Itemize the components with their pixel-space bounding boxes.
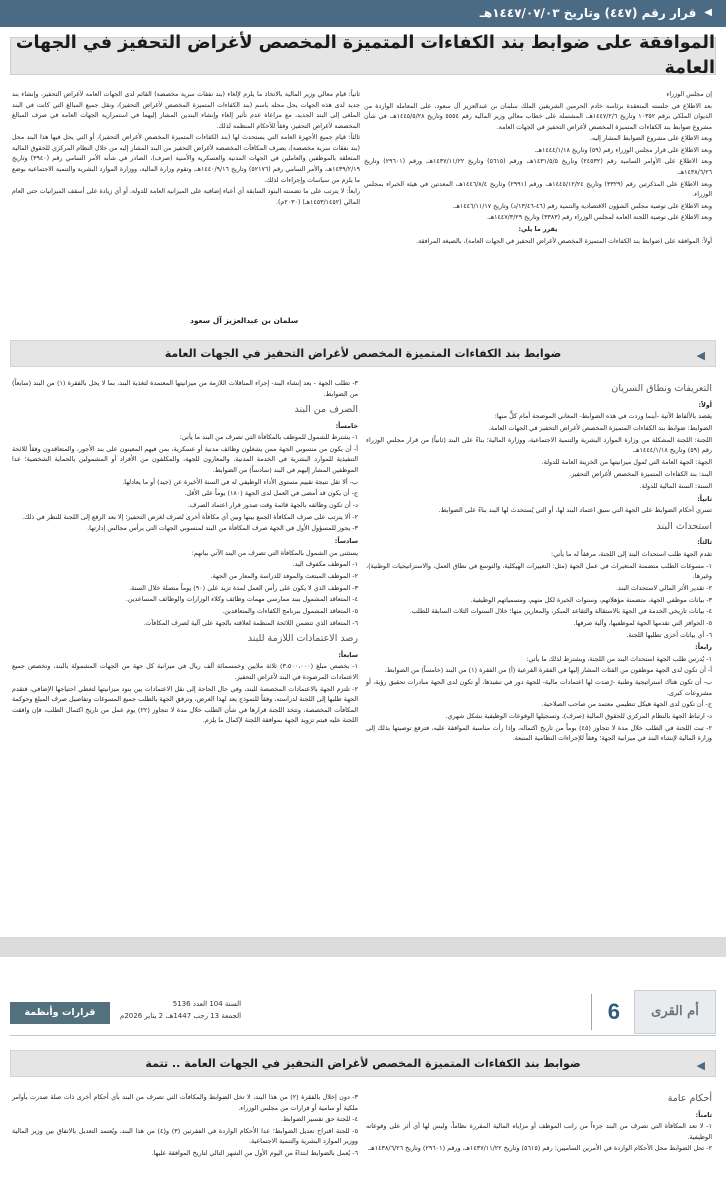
- list-item: ٣- يجوز للمسؤول الأول في الجهة صرف المكافأة من البند لمنسوبي الجهات التي يرأس مجالس إدارتها.: [87, 524, 358, 533]
- list-item: ج- أن تكون لدى الجهة هيكل تنظيمي معتمد من صاحب الصلاحية.: [541, 700, 712, 709]
- list-item: ٥- المتعاقد المشمول ببرنامج الكفاءات والمتعاقدين.: [222, 607, 358, 616]
- sub-heading: استحداث البند: [656, 520, 712, 532]
- definition-item: اللجنة: اللجنة المشكلة من وزارة الموارد البشرية والتنمية الاجتماعية، ووزارة المالية؛ بناءً على البند (ثانياً) من قرار مجلس الوزراء رقم (٥٩) وتاريخ ١٤٤٤/١/١٨هـ.: [366, 435, 712, 455]
- list-item: ٤- للجنة حق تفسير الضوابط.: [280, 1115, 358, 1124]
- sub-heading: التعريفات ونطاق السريان: [611, 383, 712, 394]
- list-item: ٦- أي بيانات أخرى تطلبها اللجنة.: [626, 630, 712, 639]
- gazette-logo: أم القرى: [634, 990, 716, 1034]
- category-tag: قرارات وأنظمة: [10, 1002, 110, 1024]
- paragraph: يستثنى من الشمول بالمكافأة التي تصرف من البند الآتي بيانهم:: [191, 548, 358, 557]
- decision-title: الموافقة على ضوابط بند الكفاءات المتميزة المخصص لأغراض التحفيز في الجهات العامة: [10, 37, 716, 75]
- decree-paragraph: إن مجلس الوزراء: [666, 91, 712, 98]
- chevron-left-icon: ◀: [696, 349, 705, 362]
- list-item: د- ارتباط الجهة بالنظام المركزي للحقوق المالية (صرف)، وتسجيلها الوقوعات الوظيفية بشكل شهري.: [445, 712, 712, 721]
- paragraph: تسري أحكام الضوابط على الجهة التي سبق اعتماد البند لها، أو التي يُستحدث لها البند بناءً على الضوابط.: [438, 506, 712, 515]
- sub-heading: رصد الاعتمادات اللازمة للبند: [247, 633, 358, 645]
- article-marker: ثامناً:: [695, 1110, 712, 1119]
- section-title: ضوابط بند الكفاءات المتميزة المخصص لأغراض التحفيز في الجهات العامة: [164, 346, 562, 360]
- chevron-left-icon: ◀: [704, 7, 712, 19]
- list-item: ٥- الحوافز التي تقدمها الجهة لموظفيها، وآلية صرفها.: [573, 618, 712, 627]
- list-item: ١- يخصص مبلغ (٣،٥٠٠،٠٠٠) ثلاثة ملايين وخمسمائة ألف ريال في ميزانية كل جهة من الجهات المشمولة بالبند، وتخصص جميع الاعتمادات المرصودة في البند لأغراض التحفيز.: [12, 662, 358, 681]
- article-marker: سابعاً:: [338, 650, 358, 659]
- article-marker: خامساً:: [335, 421, 358, 430]
- list-item: ١- لا تعد المكافأة التي تصرف من البند جزءاً من راتب الموظف أو مزاياه المالية المقررة نظاماً، وليس لها أي أثر على وقوعاته الوظيفية.: [366, 1122, 712, 1141]
- continuation-right-column: [366, 1088, 712, 1155]
- list-item: ٤- بيانات تاريخي الخدمة في الجهة بالاستقالة والتقاعد المبكر، والمعارين منها؛ خلال السنوات الثلاث السابقة للطلب.: [409, 607, 712, 616]
- chevron-left-icon: ◀: [696, 1059, 705, 1072]
- divider: [591, 994, 592, 1030]
- decree-paragraph: وبعد الاطلاع على المذكرتين رقم (٣٣٢٩) وتاريخ ١٤٤٥/١٢/٢٤هـ، ورقم (٢٩٩١) وتاريخ ١٤٤٦/٨/٤هـ، المعدتين في هيئة الخبراء بمجلس الوزراء.: [364, 180, 713, 199]
- list-item: ب- أن تكون هناك استراتيجية وطنية -رُصدت لها اعتمادات مالية- للجهة دور في تنفيذها، أو تكون لدى الجهة مبادرات تحقيق رؤية، أو مشروعات كبرى.: [366, 678, 712, 697]
- issue-info: [120, 1000, 241, 1024]
- decree-paragraph: وبعد الاطلاع على توصية اللجنة العامة لمجلس الوزراء رقم (٣٣٨٣) وتاريخ ١٤٤٧/٣/٢٩هـ.: [486, 214, 712, 222]
- list-item: ٥- للجنة اقتراح تعديل الضوابط؛ عدا الأحكام الواردة في الفقرتين (٣) و(٤) من هذا البند، ويُعتمد التعديل بالاتفاق بين وزير المالية ووزير الموارد البشرية والتنمية الاجتماعية.: [12, 1126, 359, 1146]
- issue-date: الجمعة 13 رجب 1447هـ، 2 يناير 2026م: [120, 1011, 242, 1020]
- list-item: ٦- يُعمل بالضوابط ابتداءً من اليوم الأول من الشهر التالي لتاريخ الموافقة عليها.: [151, 1149, 358, 1158]
- divider: [10, 1035, 716, 1036]
- page-header: [10, 990, 716, 1036]
- list-item: ٢- تبت اللجنة في الطلب خلال مدة لا تتجاوز (٤٥) يوماً من تاريخ اكتماله، وإذا رأت مناسبة الموافقة عليه، فترفع توصيتها بذلك إلى وزارة المالية لإنشاء البند في ميزانية الجهة؛ وفقاً للإجراءات النظامية المتبعة.: [366, 723, 713, 743]
- article-marker: سادساً:: [334, 536, 358, 545]
- decree-paragraph: رابعاً: لا يترتب على ما تضمنته البنود السابقة أي أعباء إضافية على الميزانية العامة للدولة، أو أي زيادة على أسقف الميزانيات حتى العام المالي (١٤٥٣/١٤٥٢هـ) (٢٠٣٠م).: [12, 188, 360, 206]
- list-item: ٢- ألا يترتب على صرف المكافأة الجمع بينها وبين أي مكافأة أخرى تُصرف لغرض التحفيز؛ إلا بعد الرفع إلى اللجنة للنظر في ذلك.: [22, 512, 358, 521]
- decree-decides: يقرر ما يلي:: [518, 225, 558, 233]
- section-heading: [10, 1050, 716, 1077]
- decree-paragraph: وبعد الاطلاع على الأوامر السامية رقم (٢٤٥٣٢) وتاريخ ١٤٣١/٥/٥هـ، ورقم (٥٦١٥) وتاريخ ١٤٣٧/١١/٢٢هـ، ورقم (٢٩٦٠١) وتاريخ ١٤٣٨/٦/٢٦هـ.: [364, 158, 713, 177]
- paragraph: ١- يُدرس طلب الجهة استحداث البند من اللجنة، ويشترط لذلك ما يأتي:: [526, 654, 712, 663]
- paragraph: ١- يشترط للشمول للموظف بالمكافأة التي تصرف من البند ما يأتي:: [179, 433, 358, 442]
- decree-paragraph: وبعد الاطلاع على توصية مجلس الشؤون الاقتصادية والتنمية رقم (٤٦-١٣/٤٦/د) وتاريخ ١٤٤٦/١١/١٧هـ.: [452, 202, 712, 210]
- definition-item: البند: بند الكفاءات المتميزة المخصص لأغراض التحفيز.: [569, 470, 712, 479]
- decree-paragraph: ثالثاً: قيام جميع الأجهزة العامة التي يستحدث لها (بند الكفاءات المتميزة المخصص لأغراض التحفيز)، أو التي يحل فيها هذا البند محل (بند نفقات سرية مخصصة)، بصرف المكافآت المخصصة لأغراض التحفيز من البند المشار إليه من خلال النظام المركزي للحقوق المالية المتعلقة بالموظفين والعاملين في الجهات المدنية والعسكرية والأمنية (صرف)، الصادر في شأنه الأمر السامي رقم (٣٩٤٠) وتاريخ ١٤٣٩/٢/١٩هـ، والأمر السامي رقم (٥٢١٧٦) وتاريخ ١٤٤٠/٩/١٦هـ، وتقوم وزارة المالية، ووزارة الموارد البشرية والتنمية الاجتماعية بوضع ما يلزم من سياسات وإجراءات لذلك.: [12, 134, 361, 184]
- decree-left-column: [12, 90, 360, 209]
- decree-paragraph: ثانياً: قيام معالي وزير المالية بالاتخاذ ما يلزم لإلغاء (بند نفقات سرية مخصصة) القائم لدى الجهات العامة لأغراض التحفيز، وإنشاء بند جديد لدى هذه الجهات يحل محله باسم (بند الكفاءات المتميزة المخصص لأغراض التحفيز)، ونقل جميع المبالغ التي كانت في البند الملغى إلى البند الجديد، مع مراعاة عدم تأثير إلغاء وإنشاء البندين المشار إليهما في استمرارية الجهات العامة في صرف المبالغ المخصصة لأغراض التحفيز، وفقاً للأحكام المنظمة لذلك.: [12, 91, 360, 130]
- definitions-list: [366, 423, 712, 492]
- sub-heading: الصرف من البند: [294, 404, 358, 415]
- list-item: ٢- تقدير الأثر المالي لاستحداث البند.: [615, 583, 712, 592]
- list-item: ٢- تحل الضوابط محل الأحكام الواردة في الأمرين الساميين: رقم (٥٦١٥) وتاريخ ١٤٣٧/١١/٢٢هـ، ورقم (٢٩٦٠١) وتاريخ ١٤٣٨/٦/٢٦هـ.: [367, 1144, 712, 1153]
- section-title: ضوابط بند الكفاءات المتميزة المخصص لأغراض التحفيز في الجهات العامة .. تتمة: [145, 1056, 581, 1070]
- section-heading: [10, 340, 716, 367]
- paragraph: ٣- تطلب الجهة - بعد إنشاء البند- إجراء المناقلات اللازمة من ميزانيتها المعتمدة لتغذية البند، بما لا يخل بالفقرة (١) من البند (سابعاً) من الضوابط.: [12, 379, 358, 398]
- definition-item: الجهة: الجهة العامة التي تُمول ميزانيتها من الخزينة العامة للدولة.: [541, 458, 712, 467]
- list-item: ٣- الموظف الذي لا يكون على رأس العمل لمدة تزيد على (٩٠) يوماً متصلة خلال السنة.: [129, 583, 358, 592]
- paragraph: يقصد بالألفاظ الآتية -أينما وردت في هذه الضوابط- المعاني الموضحة أمام كلٍّ منها:: [494, 412, 712, 421]
- article-marker: ثانياً:: [697, 494, 712, 503]
- decree-paragraph: بعد الاطلاع في جلسته المنعقدة برئاسة خادم الحرمين الشريفين الملك سلمان بن عبدالعزيز آل سعود، على المعاملة الواردة من الديوان الملكي برقم ١٠٣٥٢ وتاريخ ١٤٤٧/٢/٦هـ، المشتملة على خطاب معالي وزير المالية رقم ٥٥٥٤ وتاريخ ١٤٤٥/٥/٢٨هـ، في شأن مشروع ضوابط بند الكفاءات المتميزة المخصص لأغراض التحفيز في الجهات العامة.: [364, 102, 713, 131]
- definition-item: الضوابط: ضوابط بند الكفاءات المتميزة المخصص لأغراض التحفيز في الجهات العامة.: [488, 423, 712, 432]
- decision-number: قرار رقم (٤٤٧) وتاريخ ١٤٤٧/٠٧/٠٣هـ: [479, 5, 697, 20]
- list-item: أ- أن تكون لدى الجهة موظفون من الفئات المشار إليها في الفقرة الفرعية (أ) من الفقرة (١) من البند (خامساً) من الضوابط.: [384, 666, 712, 675]
- list-item: ٢- الموظف المبتعث والموفد للدراسة والمعار من الجهة.: [210, 571, 358, 580]
- page-number: 6: [607, 999, 620, 1024]
- issue-line: السنة 104 العدد 5136: [172, 1000, 242, 1008]
- list-item: ٤- المتعاقد المشمول ببند ممارسي مهمات وظائف وكلاء الوزارات والوظائف المساعدين.: [125, 595, 358, 604]
- signature: سلمان بن عبدالعزيز آل سعود: [190, 316, 299, 325]
- decree-paragraph: وبعد الاطلاع على مشروع الضوابط المشار إليه.: [589, 135, 712, 143]
- sub-heading: أحكام عامة: [667, 1093, 712, 1104]
- list-item: ب- ألا تقل نتيجة تقييم مستوى الأداء الوظيفي له في السنة الأخيرة عن (جيد) أو ما يعادلها.: [122, 477, 358, 486]
- list-item: ج- أن يكون قد أمضى في العمل لدى الجهة (١٨٠) يوماً على الأقل.: [184, 489, 358, 498]
- decree-paragraph: وبعد الاطلاع على قرار مجلس الوزراء رقم (٥٩) وتاريخ ١٤٤٤/١/١٨هـ.: [534, 146, 712, 154]
- list-item: ١- الموظف مكفوف اليد.: [292, 560, 358, 569]
- list-item: ٢- تلتزم الجهة بالاعتمادات المخصصة للبند، وفي حال الحاجة إلى نقل الاعتمادات بين بنود ميزانيتها لتغطي احتياجها الإضافي، فتقدم الجهة طلبها إلى اللجنة لدراسته، وفقاً للنموذج يعد لهذا الغرض، وترفق الجهة بالطلب جميع المسوغات وتفاصيل صرف المبلغ وحوكمة المكافآت المخصصة، وتتخذ اللجنة قرارها في شأن الطلب خلال مدة لا تتجاوز (٢٢) يوم عمل من تاريخ اكتمال الطلب، فإن وافقت اللجنة عليه فيتم تزويد الجهة بموافقة اللجنة لإكمال ما يلزم.: [12, 684, 359, 725]
- regulations-right-column: [366, 378, 712, 745]
- article-marker: أولاً:: [698, 400, 712, 409]
- continuation-left-column: [12, 1092, 358, 1160]
- list-item: ١- مسوغات الطلب متضمنة المتغيرات في عمل الجهة (مثل: التغييرات الهيكلية، والتوسع في نطاق العمل، والاستراتيجيات الوطنية)، وغيرها.: [366, 561, 712, 581]
- article-marker: رابعاً:: [695, 643, 712, 652]
- decree-right-column: [364, 90, 712, 248]
- list-item: ٣- بيانات موظفي الجهة، متضمنة مؤهلاتهم، وسنوات الخبرة لكل منهم، ومسمياتهم الوظيفية.: [470, 595, 712, 604]
- list-item: ٣- دون إخلال بالفقرة (٢) من هذا البند، لا تخل الضوابط والمكافآت التي تصرف من البند بأي أحكام أخرى ذات صلة صدرت بأوامر ملكية أو سامية أو قرارات من مجلس الوزراء.: [12, 1093, 358, 1112]
- page-break-band: [0, 937, 726, 957]
- list-item: د- أن تكون وظائفه بالجهة قائمة وقت صدور قرار اعتماد الصرف.: [187, 501, 358, 510]
- definition-item: السنة: السنة المالية للدولة.: [639, 482, 712, 491]
- decision-bar: [0, 0, 726, 27]
- paragraph: تقدم الجهة طلب استحداث البند إلى اللجنة، مرفقاً له ما يأتي:: [551, 549, 712, 558]
- list-item: أ- أن يكون من منسوبي الجهة ممن يشغلون وظائف مدنية أو عسكرية، بمن فيهم المعينون على بند الأجور، والمتعاقدون وفقاً للائحة التنفيذية للموارد البشرية في الخدمة المدنية، والمعارون للجهة، والمكلفون من الأفراد أو المشمولين بالحماية الشخصية؛ عدا الموظفين المشار إليهم في البند (سادساً) من الضوابط.: [12, 444, 358, 474]
- list-item: ٦- المتعاقد الذي تتضمن اللائحة المنظمة لعلاقته بالجهة على آلية لصرف المكافآت.: [143, 618, 358, 627]
- regulations-left-column: [12, 378, 358, 727]
- decree-first: أولاً: الموافقة على (ضوابط بند الكفاءات المتميزة المخصص لأغراض التحفيز في الجهات العامة)، بالصيغة المرافقة.: [416, 237, 712, 245]
- article-marker: ثالثاً:: [697, 538, 712, 547]
